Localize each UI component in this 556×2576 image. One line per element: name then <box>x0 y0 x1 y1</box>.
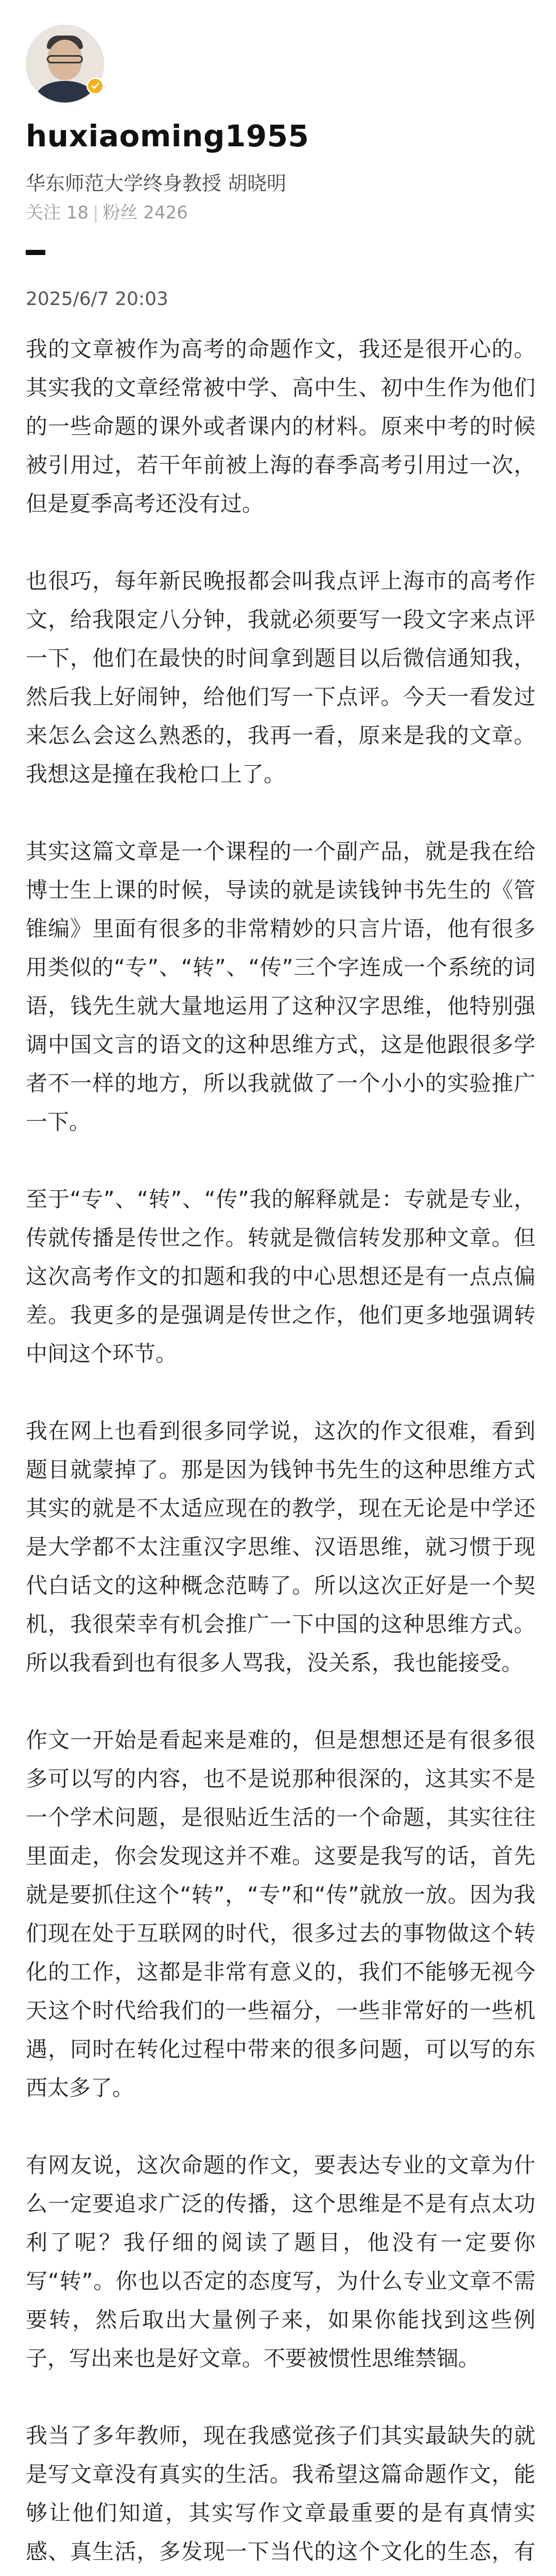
author-bio: 华东师范大学终身教授 胡晓明 <box>26 172 287 195</box>
post-content <box>26 330 535 2576</box>
paragraph: 作文一开始是看起来是难的，但是想想还是有很多很多可以写的内容，也不是说那种很深的，这其实不是一个学术问题，是很贴近生活的一个命题，其实往往里面走，你会发现这并不难。这要是我写的话，首先就是要抓住这个“转”，“专”和“传”就放一放。因为我们现在处于互联网的时代，很多过去的事物做这个转化的工作，这都是非常有意义的，我们不能够无视今天这个时代给我们的一些福分，一些非常好的一些机遇，同时在转化过程中带来的很多问题，可以写的东西太多了。 <box>26 1727 535 2100</box>
paragraph: 我的文章被作为高考的命题作文，我还是很开心的。其实我的文章经常被中学、高中生、初中生作为他们的一些命题的课外或者课内的材料。原来中考的时候被引用过，若干年前被上海的春季高考引用过一次，但是夏季高考还没有过。 <box>26 336 535 516</box>
paragraph: 至于“专”、“转”、“传”我的解释就是：专就是专业，传就传播是传世之作。转就是微信转发那种文章。但这次高考作文的扣题和我的中心思想还是有一点点偏差。我更多的是强调是传世之作，他们更多地强调转中间这个环节。 <box>26 1187 535 1366</box>
author-username[interactable]: huxiaoming1955 <box>26 118 309 154</box>
verified-badge-icon <box>86 77 104 95</box>
avatar-glasses <box>47 55 83 63</box>
following-count[interactable]: 关注 18 <box>26 202 89 223</box>
paragraph: 其实这篇文章是一个课程的一个副产品，就是我在给博士生上课的时候，导读的就是读钱钟书先生的《管锥编》里面有很多的非常精妙的只言片语，他有很多用类似的“专”、“转”、“传”三个字连成一个系统的词语，钱先生就大量地运用了这种汉字思维，他特别强调中国文言的语文的这种思维方式，这是他跟很多学者不一样的地方，所以我就做了一个小小的实验推广一下。 <box>26 839 535 1134</box>
paragraph: 我在网上也看到很多同学说，这次的作文很难，看到题目就蒙掉了。那是因为钱钟书先生的这种思维方式其实的就是不太适应现在的教学，现在无论是中学还是大学都不太注重汉字思维、汉语思维，就习惯于现代白话文的这种概念范畴了。所以这次正好是一个契机，我很荣幸有机会推广一下中国的这种思维方式。所以我看到也有很多人骂我，没关系，我也能接受。 <box>26 1418 535 1675</box>
paragraph: 我当了多年教师，现在我感觉孩子们其实最缺失的就是写文章没有真实的生活。我希望这篇命题作文，能够让他们知道，其实写作文章最重要的是有真情实感、真生活，多发现一下当代的这个文化的生态，有 <box>26 2423 535 2564</box>
section-divider <box>26 250 45 255</box>
followers-count[interactable]: 粉丝 2426 <box>102 202 188 223</box>
paragraph: 也很巧，每年新民晚报都会叫我点评上海市的高考作文，给我限定八分钟，我就必须要写一段文字来点评一下，他们在最快的时间拿到题目以后微信通知我，然后我上好闹钟，给他们写一下点评。今天一看发过来怎么会这么熟悉的，我再一看，原来是我的文章。我想这是撞在我枪口上了。 <box>26 568 535 787</box>
author-stats <box>26 198 188 224</box>
stats-separator: | <box>93 202 99 223</box>
post-date: 2025/6/7 20:03 <box>26 289 168 310</box>
avatar-body <box>37 81 93 103</box>
paragraph: 有网友说，这次命题的作文，要表达专业的文章为什么一定要追求广泛的传播，这个思维是不是有点太功利了呢？我仔细的阅读了题目，他没有一定要你写“转”。你也以否定的态度写，为什么专业文章不需要转，然后取出大量例子来，如果你能找到这些例子，写出来也是好文章。不要被惯性思维禁锢。 <box>26 2153 535 2371</box>
